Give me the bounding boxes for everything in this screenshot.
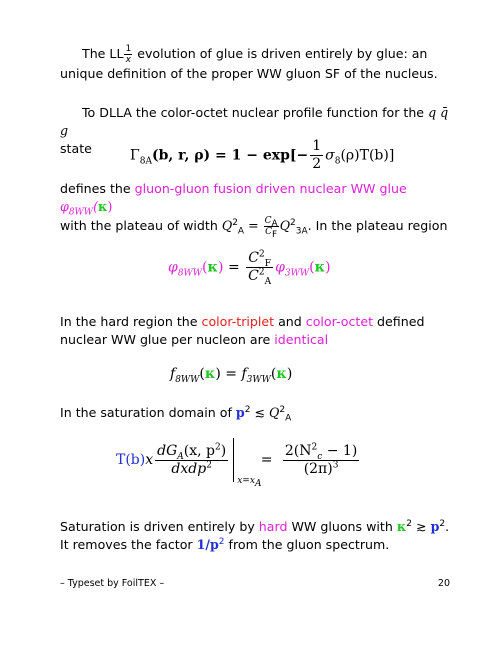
footer-typeset: – Typeset by FoilTEX – — [60, 578, 165, 589]
color-octet-highlight: color-octet — [305, 314, 374, 329]
paragraph-nuclear-glue: defines the gluon-gluon fusion driven nuclear WW glue $\varphi_{8WW}(\kappa)$ with the plateau of width $Q^2_A$ = $\frac{C_A}{C_F}$ $Q^2_{3A}$. In the plateau region — [60, 181, 448, 240]
qqg-state: q q̄ g — [60, 105, 449, 138]
equation-profile-function: $\Gamma_{8A}(b$, r, ρ) = 1 − exp[− $\frac{1}{2}$ $\sigma_8(\rho)T(b)$] — [130, 138, 395, 172]
paragraph-saturation-domain: In the saturation domain of $p^2$ ≲ $Q^2_A$ — [60, 404, 292, 424]
paragraph-dlla-intro: To DLLA the color-octet nuclear profile function for the q q̄ g state — [60, 105, 449, 156]
color-triplet-highlight: color-triplet — [201, 314, 275, 329]
hard-highlight: hard — [258, 519, 288, 534]
page-number: 20 — [437, 578, 450, 589]
paragraph-hard-region: In the hard region the color-triplet and color-octet defined nuclear WW glue per nucleon are identical — [60, 314, 425, 347]
equation-identical-glue: $f_{8WW}(\kappa) = f_{3WW}(\kappa)$ — [170, 366, 293, 385]
one-over-x-fraction: $\frac{1}{x}$ — [125, 44, 132, 65]
identical-highlight: identical — [274, 332, 329, 347]
paragraph-saturation-driven: Saturation is driven entirely by hard WW gluons with $\kappa^2$ ≳ $p^2$. It removes the factor $1/p^2$ from the gluon spectrum. — [60, 518, 450, 552]
equation-plateau-region: $\varphi_{8WW}(\kappa)$ = $\frac{C^2_F}{C^2_A}$ $\varphi_{3WW}(\kappa)$ — [168, 249, 331, 287]
gluon-fusion-highlight: gluon-gluon fusion driven nuclear WW glue — [134, 181, 407, 196]
paragraph-ll-evolution: The LL $\frac{1}{x}$ evolution of glue is driven entirely by glue: an unique definition of the proper WW gluon SF of the nucleus. — [60, 44, 438, 81]
evaluation-bar: $x=x_A$ — [233, 438, 234, 482]
equation-saturation: T(b)x $\frac{dG_A(x, p^2)}{dxdp^2}$ $x=x_A$ = $\frac{2(N^2_c - 1)}{(2\pi)^3}$ — [116, 438, 361, 482]
